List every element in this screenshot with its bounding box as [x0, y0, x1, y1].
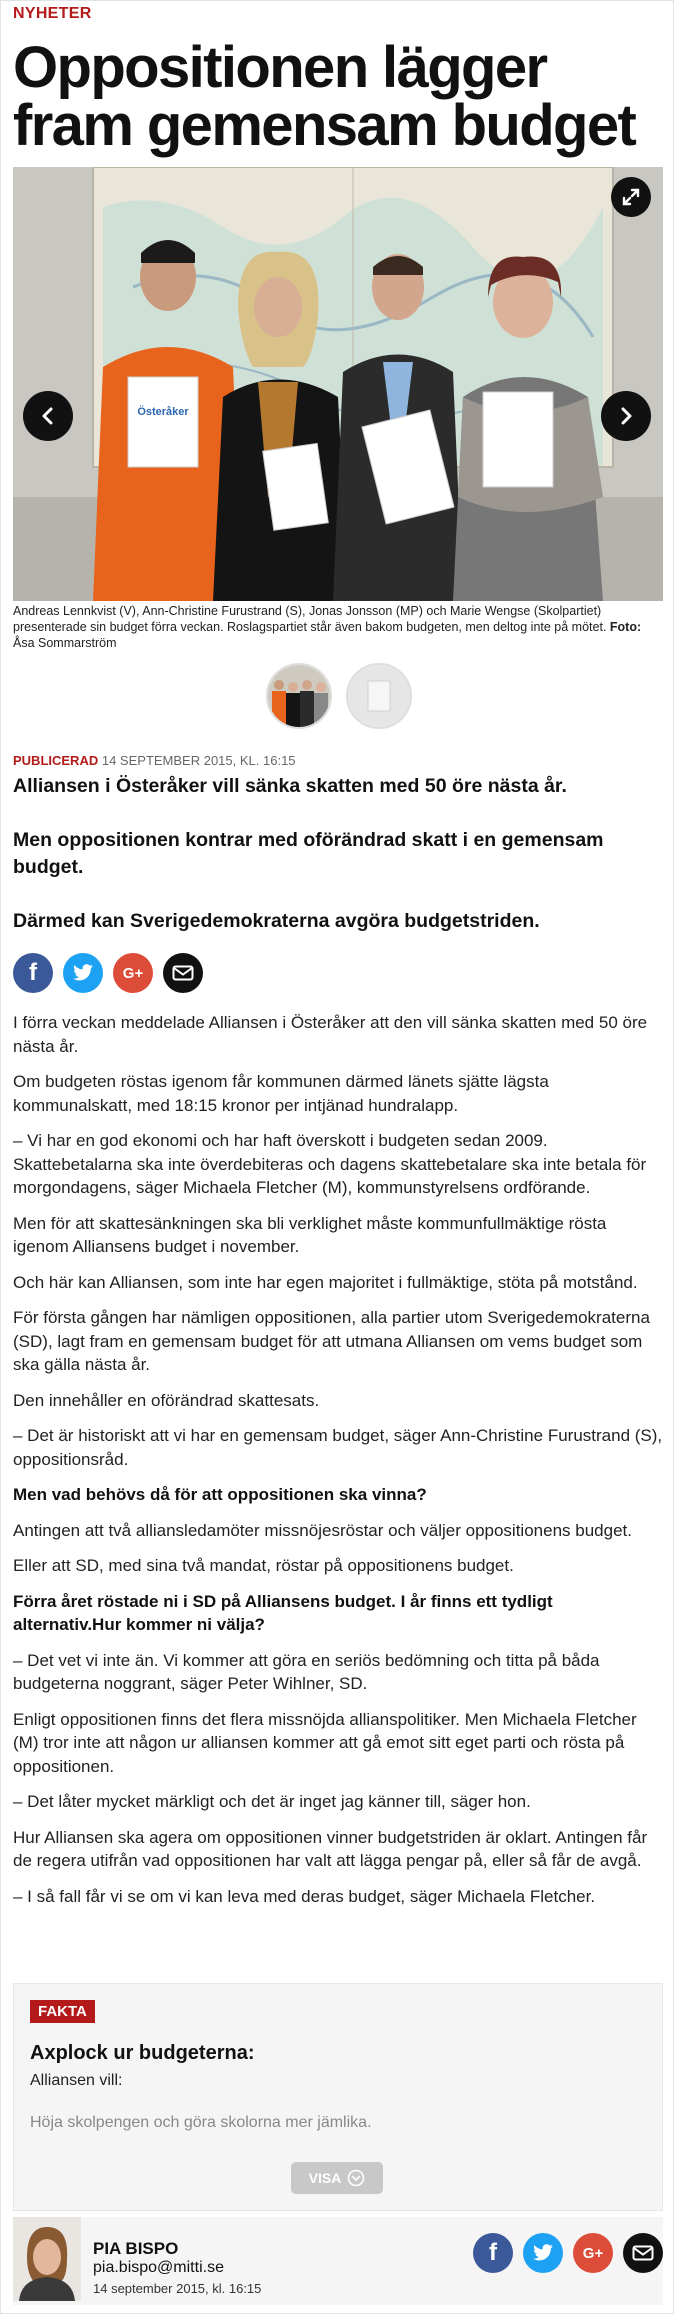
share-bar-bottom — [473, 2233, 663, 2273]
body-paragraph: Om budgeten röstas igenom får kommunen därmed länets sjätte lägsta kommunalskatt, med 18:15 kronor per intjänad hundralapp. — [13, 1072, 549, 1115]
author-bar — [13, 2217, 663, 2305]
twitter-icon — [532, 2244, 554, 2262]
gallery-thumbnail[interactable] — [346, 663, 412, 729]
expand-icon — [621, 187, 641, 207]
expand-button[interactable] — [611, 177, 651, 217]
fakta-title: Axplock ur budgeterna: — [30, 2042, 255, 2064]
show-more-label: VISA — [308, 2170, 342, 2186]
gallery-photo — [13, 167, 663, 601]
body-paragraph: Den innehåller en oförändrad skattesats. — [13, 1390, 320, 1410]
body-paragraph: I förra veckan meddelade Alliansen i Österåker att den vill sänka skatten med 50 öre nästa år. — [13, 1013, 648, 1056]
body-paragraph: Hur Alliansen ska agera om oppositionen vinner budgetstriden är oklart. Antingen får de regera utifrån vad oppositionen har valt att lägga pengar på, eller så får de avgå. — [13, 1827, 648, 1870]
body-paragraph: För första gången har nämligen oppositionen, alla partier utom Sverigedemokraterna (SD), lagt fram en gemensam budget för att utmana Alliansen om vems budget som ska gälla nästa år. — [13, 1308, 650, 1374]
lead-paragraph: Men oppositionen kontrar med oförändrad skatt i en gemensam budget. — [13, 829, 604, 878]
show-more-button[interactable] — [291, 2162, 383, 2194]
thumbnail-image — [268, 665, 330, 727]
facebook-share-button[interactable] — [13, 953, 53, 993]
body-paragraph: Och här kan Alliansen, som inte har egen majoritet i fullmäktige, stöta på motstånd. — [13, 1272, 638, 1292]
body-paragraph: – Det låter mycket märkligt och det är inget jag känner till, säger hon. — [13, 1792, 531, 1811]
article-headline: Oppositionen lägger fram gemensam budget — [13, 35, 636, 158]
author-timestamp: 14 september 2015, kl. 16:15 — [93, 2281, 262, 2296]
chevron-down-circle-icon — [347, 2169, 365, 2187]
caption-text: Andreas Lennkvist (V), Ann-Christine Furustrand (S), Jonas Jonsson (MP) och Marie Wengse (Skolpartiet) presenterade sin budget förra veckan. Roslagspartiet står även bakom budgeten, men deltog inte på mötet. — [13, 604, 607, 634]
envelope-icon — [632, 2245, 654, 2261]
body-question: Men vad behövs då för att oppositionen ska vinna? — [13, 1485, 427, 1504]
lead-paragraph: Därmed kan Sverigedemokraterna avgöra budgetstriden. — [13, 910, 540, 932]
fakta-tag: FAKTA — [30, 2000, 95, 2023]
fakta-box — [13, 1983, 663, 2211]
twitter-share-button[interactable] — [523, 2233, 563, 2273]
body-paragraph: – I så fall får vi se om vi kan leva med deras budget, säger Michaela Fletcher. — [13, 1886, 596, 1906]
email-share-button[interactable] — [623, 2233, 663, 2273]
gallery-thumbnails — [266, 663, 412, 729]
photo-credit-label: Foto: — [609, 620, 642, 634]
published-line — [13, 753, 296, 768]
google-plus-icon: G+ — [582, 2244, 604, 2262]
google-plus-icon: G+ — [122, 964, 144, 982]
facebook-share-button[interactable] — [473, 2233, 513, 2273]
body-paragraph: Men för att skattesänkningen ska bli verklighet måste kommunfullmäktige rösta igenom Alliansens budget i november. — [13, 1213, 607, 1256]
gallery-prev-button[interactable] — [23, 391, 73, 441]
photo-caption — [13, 603, 663, 651]
article-lead — [13, 773, 663, 962]
gallery-thumbnail[interactable] — [266, 663, 332, 729]
body-paragraph: – Det vet vi inte än. Vi kommer att göra en seriös bedömning och titta på båda budgeterna noggrant, säger Peter Wihlner, SD. — [13, 1650, 600, 1693]
chevron-left-icon — [39, 407, 57, 425]
body-paragraph: Antingen att två alliansledamöter missnöjesröstar och väljer oppositionens budget. — [13, 1520, 632, 1540]
photo-credit-name: Åsa Sommarström — [13, 636, 117, 650]
published-date: 14 SEPTEMBER 2015, KL. 16:15 — [101, 753, 296, 768]
fakta-preview-text: Höja skolpengen och göra skolorna mer jämlika. — [30, 2114, 372, 2131]
body-paragraph: Eller att SD, med sina två mandat, röstar på oppositionens budget. — [13, 1556, 514, 1575]
body-question: Förra året röstade ni i SD på Alliansens budget. I år finns ett tydligt alternativ.Hur kommer ni välja? — [13, 1591, 553, 1634]
gallery-next-button[interactable] — [601, 391, 651, 441]
body-paragraph: – Det är historiskt att vi har en gemensam budget, säger Ann-Christine Furustrand (S), oppositionsråd. — [13, 1426, 663, 1469]
author-avatar — [13, 2217, 81, 2301]
envelope-icon — [172, 965, 194, 981]
thumbnail-image — [348, 665, 410, 727]
section-label[interactable]: NYHETER — [13, 5, 92, 22]
facebook-icon: f — [29, 959, 37, 986]
share-bar-top — [13, 953, 203, 993]
body-paragraph: – Vi har en god ekonomi och har haft överskott i budgeten sedan 2009. Skattebetalarna ska inte överdebiteras och dagens skattebetalare ska inte betala för morgondagens, säger Michaela Fletcher (M), kommunstyrelsens ordförande. — [13, 1131, 647, 1197]
twitter-icon — [72, 964, 94, 982]
author-name[interactable]: PIA BISPO — [93, 2239, 179, 2258]
lead-paragraph: Alliansen i Österåker vill sänka skatten med 50 öre nästa år. — [13, 775, 567, 797]
google-plus-share-button[interactable] — [113, 953, 153, 993]
booklet-title: Österåker — [137, 406, 189, 418]
body-paragraph: Enligt oppositionen finns det flera missnöjda allianspolitiker. Men Michaela Fletcher (M) tror inte att någon ur alliansen kommer att gå emot sitt eget parti och rösta på oppositionen. — [13, 1709, 637, 1776]
published-label: PUBLICERAD — [13, 753, 99, 768]
facebook-icon: f — [489, 2239, 497, 2266]
fakta-subtitle: Alliansen vill: — [30, 2072, 123, 2089]
twitter-share-button[interactable] — [63, 953, 103, 993]
author-email[interactable]: pia.bispo@mitti.se — [93, 2259, 224, 2276]
email-share-button[interactable] — [163, 953, 203, 993]
chevron-right-icon — [617, 407, 635, 425]
photo-gallery[interactable] — [13, 167, 663, 601]
article-body — [13, 1011, 663, 1920]
google-plus-share-button[interactable] — [573, 2233, 613, 2273]
